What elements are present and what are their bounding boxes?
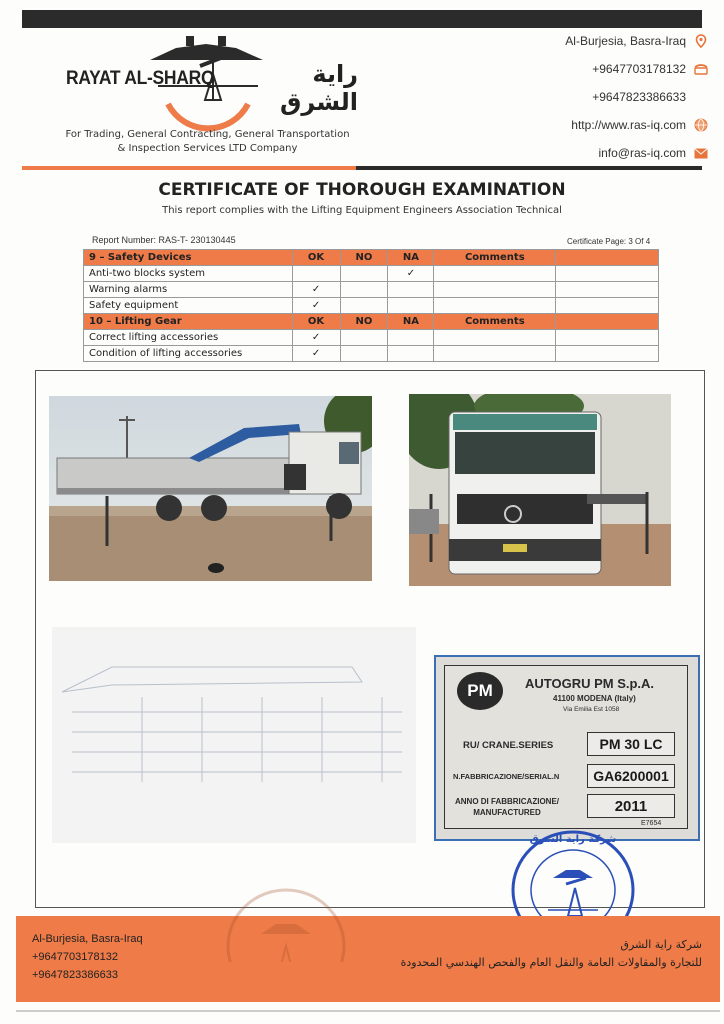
examination-table	[83, 249, 659, 362]
footer-bar	[16, 916, 720, 1002]
serial-number-value: GA6200001	[587, 764, 675, 788]
watermark-logo-icon	[216, 876, 356, 962]
section-header-lifting-gear: 10 – Lifting Gear OK NO NA Comments	[84, 314, 659, 330]
logo-text-en: RAYAT AL-SHARQ	[66, 68, 215, 89]
location-pin-icon	[694, 34, 708, 48]
company-logo	[58, 34, 358, 132]
company-tagline: For Trading, General Contracting, General Transportation & Inspection Services LTD Company	[65, 129, 350, 154]
table-row: Safety equipment ✓	[84, 298, 659, 314]
manufacture-year-value: 2011	[587, 794, 675, 818]
certificate-page: Certificate Page: 3 Of 4	[567, 237, 651, 246]
header-divider-dark	[356, 166, 702, 170]
certificate-title: CERTIFICATE OF THOROUGH EXAMINATION	[158, 180, 566, 200]
table-row: Anti-two blocks system ✓	[84, 266, 659, 282]
company-stamp: شركة راية الشرق	[508, 828, 638, 952]
bottom-rule	[16, 1010, 720, 1012]
phone-icon	[694, 62, 708, 76]
header-divider-orange	[22, 166, 356, 170]
section-header-safety-devices: 9 – Safety Devices OK NO NA Comments	[84, 250, 659, 266]
footer-contacts: Al-Burjesia, Basra-Iraq +9647703178132 +9647823386633	[32, 933, 143, 981]
pm-logo-icon: PM	[457, 672, 503, 710]
nameplate-company: AUTOGRU PM S.p.A.	[525, 676, 655, 691]
certificate-subtitle: This report complies with the Lifting Equipment Engineers Association Technical	[162, 205, 562, 216]
report-number: Report Number: RAS-T- 230130445	[92, 235, 236, 245]
table-row: Warning alarms ✓	[84, 282, 659, 298]
contact-address: Al-Burjesia, Basra-Iraq	[565, 34, 708, 48]
footer-company-ar: شركة راية الشرق للتجارة والمقاولات العامة والنقل العام والفحص الهندسي المحدودة	[400, 938, 702, 969]
contact-phone-2[interactable]: +9647823386633	[592, 90, 686, 104]
crane-load-chart-photo	[52, 627, 416, 843]
table-row: Condition of lifting accessories ✓	[84, 346, 659, 362]
contact-website[interactable]: http://www.ras-iq.com	[571, 118, 708, 132]
contact-email[interactable]: info@ras-iq.com	[598, 146, 708, 160]
contact-phone-1[interactable]: +9647703178132	[592, 62, 708, 76]
crane-truck-front-photo	[409, 394, 671, 586]
globe-icon	[694, 118, 708, 132]
crane-series-value: PM 30 LC	[587, 732, 675, 756]
crane-truck-side-photo	[49, 396, 372, 581]
crane-nameplate: PM AUTOGRU PM S.p.A. 41100 MODENA (Italy) Via Emilia Est 1058 RU/ CRANE.SERIES PM 30 LC N.FABBRICAZIONE/SERIAL.N GA6200001 ANNO DI FABBRICAZIONE/ MANUFACTURED 2011 E7654	[434, 655, 700, 841]
mail-icon	[694, 146, 708, 160]
logo-text-ar: راية الشرق	[279, 60, 358, 116]
top-dark-bar	[22, 10, 702, 28]
table-row: Correct lifting accessories ✓	[84, 330, 659, 346]
